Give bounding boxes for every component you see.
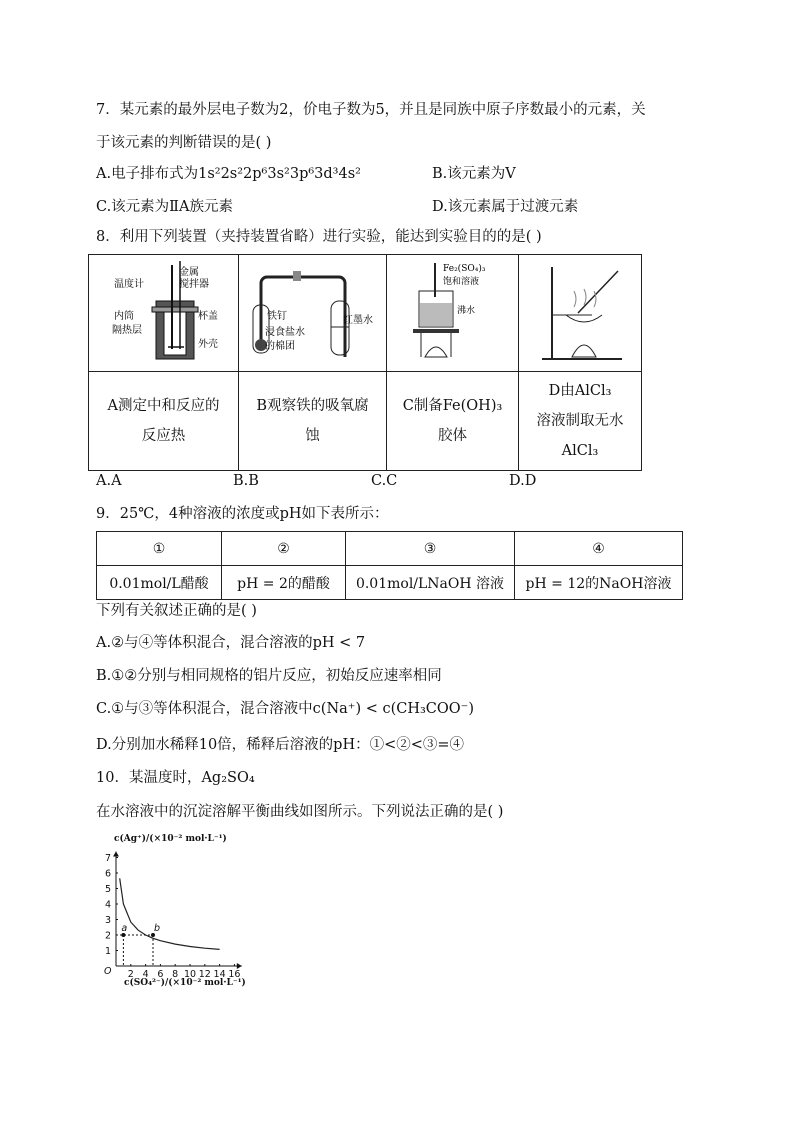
q7-option-c: C.该元素为ⅡA族元素: [96, 199, 234, 215]
y-axis-arrow: [113, 852, 119, 857]
q9-header-2: ②: [222, 532, 346, 566]
q9-header-4: ④: [515, 532, 683, 566]
label-saturated: 饱和溶液: [442, 277, 479, 287]
q10-stem-line1: 10．某温度时，Ag₂SO₄: [96, 770, 255, 786]
caption-a: A测定中和反应的 反应热: [89, 372, 239, 471]
series-line: [120, 878, 220, 949]
label-thermometer: 温度计: [113, 279, 144, 290]
evaporation-diagram: [522, 257, 638, 369]
q8-option-b: B.B: [233, 473, 259, 489]
colloid-prep-diagram: [391, 257, 515, 369]
q7-option-a: A.电子排布式为1s²2s²2p⁶3s²3p⁶3d³4s²: [96, 166, 361, 182]
q8-option-c: C.C: [371, 473, 398, 489]
label-metal: 金属: [178, 267, 199, 278]
apparatus-a-figure: [89, 255, 239, 372]
label-inner: 内筒: [113, 311, 134, 322]
label-shell: 外壳: [197, 339, 218, 350]
label-boiling-water: 沸水: [456, 306, 475, 316]
solubility-curve-chart: [98, 828, 268, 990]
label-cotton: 的棉团: [264, 341, 295, 352]
x-tick-label: 8: [172, 969, 179, 980]
caption-d: D由AlCl₃ 溶液制取无水 AlCl₃: [519, 372, 642, 471]
origin-label: O: [104, 966, 112, 977]
q9-header-1: ①: [97, 532, 222, 566]
q7-stem-line1: 7．某元素的最外层电子数为2，价电子数为5，并且是同族中原子序数最小的元素，关: [96, 102, 646, 118]
caption-c: C制备Fe(OH)₃ 胶体: [387, 372, 519, 471]
apparatus-c-figure: [387, 255, 519, 372]
iron-corrosion-diagram: [243, 257, 383, 369]
q9-option-a: A.②与④等体积混合，混合溶液的pH < 7: [96, 635, 366, 651]
y-tick-label: 1: [104, 946, 111, 957]
q9-option-d: D.分别加水稀释10倍，稀释后溶液的pH：①<②<③=④: [96, 737, 465, 753]
q7-option-d: D.该元素属于过渡元素: [432, 199, 579, 215]
q10-stem-line2: 在水溶液中的沉淀溶解平衡曲线如图所示。下列说法正确的是( ): [96, 804, 504, 820]
label-stirrer: 搅拌器: [178, 279, 209, 290]
q8-stem: 8．利用下列装置（夹持装置省略）进行实验，能达到实验目的的是( ): [96, 229, 542, 245]
apparatus-d-figure: [519, 255, 642, 372]
caption-b: B观察铁的吸氧腐 蚀: [239, 372, 387, 471]
q7-stem-line2: 于该元素的判断错误的是( ): [96, 135, 272, 151]
label-salt: 浸食盐水: [264, 327, 305, 338]
y-tick-label: 6: [104, 868, 111, 880]
q9-cell-4: pH = 12的NaOH溶液: [515, 566, 683, 600]
x-tick-label: 6: [157, 969, 164, 980]
x-tick-label: 2: [127, 969, 134, 980]
q9-option-c: C.①与③等体积混合，混合溶液中c(Na⁺) < c(CH₃COO⁻): [96, 701, 474, 717]
y-tick-label: 5: [104, 884, 111, 895]
y-axis-label: c(Ag⁺)/(×10⁻² mol·L⁻¹): [114, 834, 227, 844]
q9-cell-1: 0.01mol/L醋酸: [97, 566, 222, 600]
label-nail: 铁钉: [266, 311, 287, 322]
label-fe2so43: Fe₂(SO₄)₃: [442, 264, 485, 274]
y-tick-label: 2: [104, 930, 111, 942]
x-tick-label: 16: [228, 969, 241, 980]
q9-option-b: B.①②分别与相同规格的铝片反应，初始反应速率相同: [96, 668, 442, 684]
x-axis-label: c(SO₄²⁻)/(×10⁻² mol·L⁻¹): [124, 978, 246, 988]
x-tick-label: 4: [142, 969, 149, 980]
q9-header-3: ③: [346, 532, 515, 566]
q9-solution-table: [96, 531, 683, 600]
calorimeter-diagram: [94, 257, 234, 369]
label-red-ink: 红墨水: [342, 315, 373, 326]
x-tick-label: 12: [198, 969, 211, 980]
q8-apparatus-table: [88, 254, 642, 471]
label-lid: 杯盖: [197, 311, 218, 322]
q9-cell-3: 0.01mol/LNaOH 溶液: [346, 566, 515, 600]
q9-cell-2: pH = 2的醋酸: [222, 566, 346, 600]
q7-option-b: B.该元素为V: [432, 166, 516, 182]
y-tick-label: 4: [104, 899, 111, 911]
q9-question: 下列有关叙述正确的是( ): [96, 603, 257, 619]
y-tick-label: 3: [104, 915, 111, 926]
point-label-a: a: [121, 923, 128, 934]
y-tick-label: 7: [104, 853, 111, 864]
apparatus-b-figure: [239, 255, 387, 372]
q8-option-a: A.A: [96, 473, 122, 489]
point-label-b: b: [154, 923, 161, 934]
x-tick-label: 10: [183, 969, 197, 980]
q8-option-d: D.D: [509, 473, 537, 489]
label-insulation: 隔热层: [111, 325, 142, 336]
x-tick-label: 14: [213, 969, 226, 980]
q9-stem: 9．25℃，4种溶液的浓度或pH如下表所示：: [96, 506, 389, 522]
